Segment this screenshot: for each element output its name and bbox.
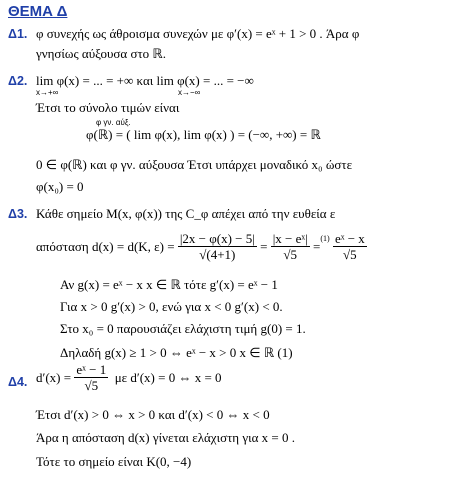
d4-label: Δ4. <box>8 375 28 389</box>
d3-distance-prefix: απόσταση d(x) = d(K, ε) = <box>36 239 175 254</box>
d2-limits-line: lim φ(x) = ... = +∞ και lim φ(x) = ... = −∞ <box>36 73 254 88</box>
d4-derivative-suffix: με d′(x) = 0 ⇔ x = 0 <box>114 370 222 385</box>
d2-line5: φ(x₀) = 0 <box>36 179 84 194</box>
d2-lim-sub2: x→−∞ <box>178 88 201 97</box>
d3-line6: Δηλαδή g(x) ≥ 1 > 0 ⇔ eˣ − x > 0 x ∈ ℝ (1) <box>60 345 293 360</box>
d3-distance-formula <box>36 232 367 261</box>
d3-line1: Κάθε σημείο M(x, φ(x)) της C_φ απέχει από την ευθεία ε <box>36 206 336 221</box>
d2-over-note: φ γν. αύξ. <box>96 118 131 127</box>
d4-derivative-formula <box>36 363 222 392</box>
d3-fraction-3-den: √5 <box>343 247 357 262</box>
d4-fraction <box>74 363 108 392</box>
d2-range-line: φ(ℝ) = ( lim φ(x), lim φ(x) ) = (−∞, +∞) = ℝ <box>86 127 321 142</box>
d3-ref-1: (1) <box>320 233 330 243</box>
d1-label: Δ1. <box>8 27 28 41</box>
d4-line4: Τότε το σημείο είναι K(0, −4) <box>36 454 192 469</box>
d4-fraction-den: √5 <box>84 378 99 393</box>
d3-label: Δ3. <box>8 207 28 221</box>
d3-line3: Αν g(x) = eˣ − x x ∈ ℝ τότε g′(x) = eˣ − 1 <box>60 277 278 292</box>
d3-fraction-3-num: eˣ − x <box>334 231 365 246</box>
d4-derivative-prefix: d′(x) = <box>36 370 72 385</box>
d2-line2: Έτσι το σύνολο τιμών είναι <box>36 100 180 115</box>
d4-line2: Έτσι d′(x) > 0 ⇔ x > 0 και d′(x) < 0 ⇔ x < 0 <box>36 407 270 422</box>
d3-eq-1: = <box>260 239 268 254</box>
d3-eq-2: = <box>313 239 321 254</box>
cropped-top-fragment <box>190 0 280 4</box>
d2-line4: 0 ∈ φ(ℝ) και φ γν. αύξουσα Έτσι υπάρχει μοναδικό x₀ ώστε <box>36 157 353 172</box>
d2-label: Δ2. <box>8 74 28 88</box>
d3-fraction-2 <box>271 232 310 261</box>
d3-fraction-1-num: |2x − φ(x) − 5| <box>179 231 255 246</box>
d3-fraction-1-den: √(4+1) <box>199 247 236 262</box>
d3-fraction-3 <box>333 232 367 261</box>
d2-lim-sub1: x→+∞ <box>36 88 59 97</box>
section-title: ΘΕΜΑ Δ <box>8 3 68 20</box>
d1-line2: γνησίως αύξουσα στο ℝ. <box>36 46 166 61</box>
d3-fraction-1 <box>178 232 257 261</box>
d3-line5: Στο x₀ = 0 παρουσιάζει ελάχιστη τιμή g(0) = 1. <box>60 321 306 336</box>
d3-fraction-2-num: |x − eˣ| <box>272 231 308 246</box>
d3-fraction-2-den: √5 <box>283 247 298 262</box>
d4-fraction-num: eˣ − 1 <box>76 362 107 377</box>
d3-line4: Για x > 0 g′(x) > 0, ενώ για x < 0 g′(x) < 0. <box>60 299 283 314</box>
d1-line1: φ συνεχής ως άθροισμα συνεχών με φ′(x) = eˣ + 1 > 0 . Άρα φ <box>36 26 360 41</box>
d4-line3: Άρα η απόσταση d(x) γίνεται ελάχιστη για x = 0 . <box>36 430 295 445</box>
